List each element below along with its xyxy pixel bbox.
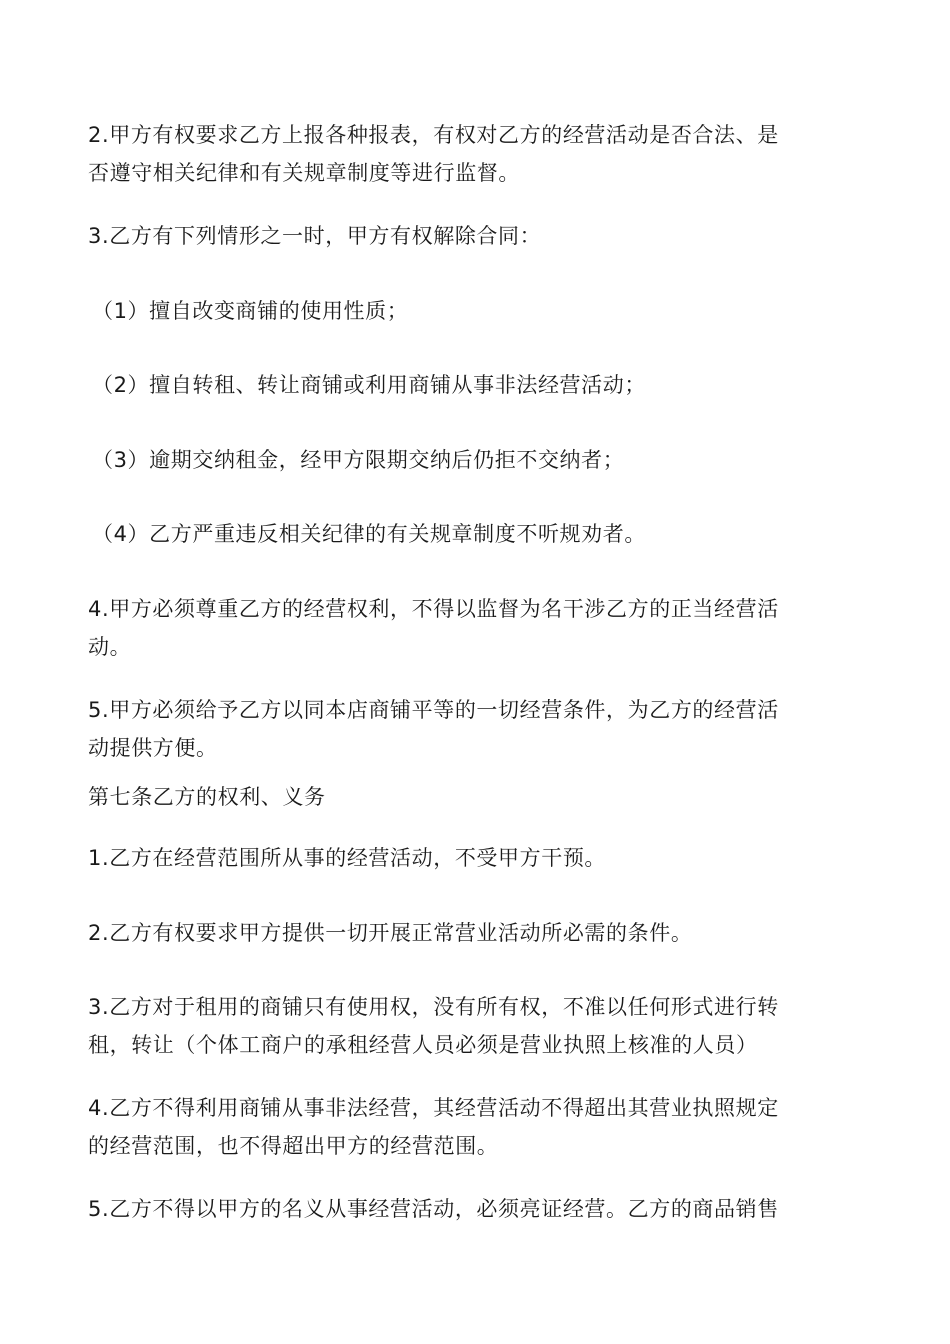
paragraph-line: 1.乙方在经营范围所从事的经营活动，不受甲方干预。 <box>88 846 607 870</box>
list-item: （3）逾期交纳租金，经甲方限期交纳后仍拒不交纳者； <box>92 448 625 472</box>
paragraph-line: 租，转让（个体工商户的承租经营人员必须是营业执照上核准的人员） <box>88 1033 758 1057</box>
list-item: （1）擅自改变商铺的使用性质； <box>92 299 409 323</box>
paragraph-line: 3.乙方有下列情形之一时，甲方有权解除合同： <box>88 224 542 248</box>
list-item: （2）擅自转租、转让商铺或利用商铺从事非法经营活动； <box>92 373 646 397</box>
paragraph-line: 2.甲方有权要求乙方上报各种报表，有权对乙方的经营活动是否合法、是 <box>88 123 779 147</box>
paragraph-line: 的经营范围，也不得超出甲方的经营范围。 <box>88 1134 499 1158</box>
paragraph-line: 动。 <box>88 635 132 659</box>
paragraph-line: 5.乙方不得以甲方的名义从事经营活动，必须亮证经营。乙方的商品销售 <box>88 1197 779 1221</box>
paragraph-line: 5.甲方必须给予乙方以同本店商铺平等的一切经营条件，为乙方的经营活 <box>88 698 779 722</box>
list-item: （4）乙方严重违反相关纪律的有关规章制度不听规劝者。 <box>92 522 646 546</box>
paragraph-line: 4.甲方必须尊重乙方的经营权利，不得以监督为名干涉乙方的正当经营活 <box>88 597 779 621</box>
paragraph-line: 动提供方便。 <box>88 736 218 760</box>
paragraph-line: 3.乙方对于租用的商铺只有使用权，没有所有权，不准以任何形式进行转 <box>88 995 779 1019</box>
paragraph-line: 4.乙方不得利用商铺从事非法经营，其经营活动不得超出其营业执照规定 <box>88 1096 779 1120</box>
paragraph-line: 否遵守相关纪律和有关规章制度等进行监督。 <box>88 161 520 185</box>
paragraph-line: 2.乙方有权要求甲方提供一切开展正常营业活动所必需的条件。 <box>88 921 693 945</box>
section-heading: 第七条乙方的权利、义务 <box>88 785 326 809</box>
